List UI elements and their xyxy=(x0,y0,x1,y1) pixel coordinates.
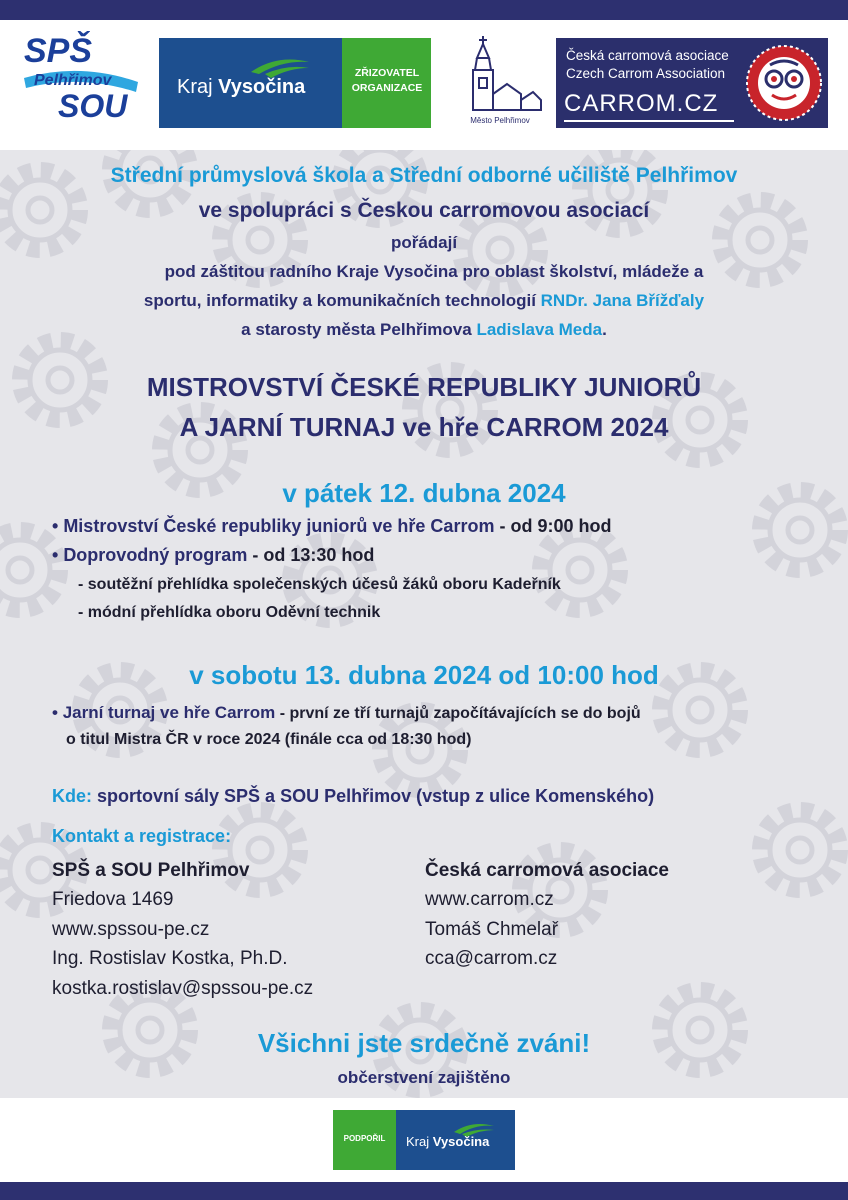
intro-line-mayor: a starosty města Pelhřimova Ladislava Meda. xyxy=(241,320,607,339)
friday-item-championship: • Mistrovství České republiky juniorů ve hře Carrom - od 9:00 hod xyxy=(52,516,612,536)
refreshments-line: občerstvení zajištěno xyxy=(337,1068,511,1087)
kraj-vysocina-logo xyxy=(159,38,431,128)
contact-left-web: www.spssou-pe.cz xyxy=(52,919,210,940)
cca-name-en: Czech Carrom Association xyxy=(566,66,726,81)
zrizovatel-label: ZŘIZOVATEL xyxy=(354,67,420,79)
welcome-line: Všichni jste srdečně zváni! xyxy=(257,1028,591,1058)
mesto-pelhrimov-logo xyxy=(455,34,545,130)
patron-name: RNDr. Jana Břížďaly xyxy=(540,291,705,310)
intro-line-school: Střední průmyslová škola a Střední odborné učiliště Pelhřimov xyxy=(110,164,738,187)
podporil-label: PODPOŘIL xyxy=(343,1134,386,1143)
cca-name-cz: Česká carromová asociace xyxy=(566,48,729,63)
cca-logo xyxy=(556,38,828,128)
contact-left-address: Friedova 1469 xyxy=(52,889,174,910)
intro-line-cooperation: ve spolupráci s Českou carromovou asociací xyxy=(198,199,650,222)
sou-logo-text: SOU xyxy=(58,88,128,124)
contact-right-email: cca@carrom.cz xyxy=(425,948,558,969)
sps-logo-text: SPŠ xyxy=(24,32,93,70)
sps-sou-logo xyxy=(20,32,142,122)
event-title-line2: A JARNÍ TURNAJ ve hře CARROM 2024 xyxy=(179,412,669,442)
contact-right-person: Tomáš Chmelař xyxy=(425,919,559,940)
friday-sub-hairstyles: - soutěžní přehlídka společenských účesů žáků oboru Kadeřník xyxy=(78,576,561,593)
cca-url-logo: CARROM.CZ xyxy=(564,90,719,117)
pelhrimov-logo-text: Pelhřimov xyxy=(34,72,112,89)
contact-left-name: SPŠ a SOU Pelhřimov xyxy=(52,860,250,881)
vysocina-word: Vysočina xyxy=(218,76,306,98)
contact-heading: Kontakt a registrace: xyxy=(52,826,232,846)
saturday-heading: v sobotu 13. dubna 2024 od 10:00 hod xyxy=(189,660,659,690)
mesto-pelhrimov-label: Město Pelhřimov xyxy=(470,116,530,125)
footer-kraj-word: Kraj xyxy=(406,1134,430,1149)
carrom-mascot-icon xyxy=(744,43,824,123)
mayor-name: Ladislava Meda xyxy=(476,320,603,339)
top-bar xyxy=(0,0,848,20)
friday-heading: v pátek 12. dubna 2024 xyxy=(282,478,566,508)
podporil-kraj-vysocina-logo xyxy=(333,1110,515,1170)
friday-sub-fashion: - módní přehlídka oboru Oděvní technik xyxy=(78,604,381,621)
where-line: Kde: sportovní sály SPŠ a SOU Pelhřimov (vstup z ulice Komenského) xyxy=(52,786,655,806)
contact-left-person: Ing. Rostislav Kostka, Ph.D. xyxy=(52,948,288,969)
organizace-label: ORGANIZACE xyxy=(351,82,423,94)
saturday-item-title-line: o titul Mistra ČR v roce 2024 (finále cca od 18:30 hod) xyxy=(66,731,472,748)
church-tower-icon xyxy=(455,34,545,118)
contact-right-web: www.carrom.cz xyxy=(425,889,554,910)
contact-right-name: Česká carromová asociace xyxy=(425,860,669,881)
contact-left-email: kostka.rostislav@spssou-pe.cz xyxy=(52,978,314,999)
intro-line-patronage: pod záštitou radního Kraje Vysočina pro oblast školství, mládeže a xyxy=(164,262,704,281)
intro-line-patron-name: sportu, informatiky a komunikačních technologií RNDr. Jana Břížďaly xyxy=(143,291,705,310)
where-label: Kde: xyxy=(52,786,92,806)
bottom-bar xyxy=(0,1182,848,1200)
kraj-word: Kraj xyxy=(177,76,213,98)
footer-vysocina-word: Vysočina xyxy=(432,1134,490,1149)
intro-line-organize: pořádají xyxy=(390,233,458,252)
friday-item-program: • Doprovodný program - od 13:30 hod xyxy=(52,545,375,565)
saturday-item-tournament: • Jarní turnaj ve hře Carrom - první ze tří turnajů započítávajících se do bojů xyxy=(52,703,641,722)
event-title-line1: MISTROVSTVÍ ČESKÉ REPUBLIKY JUNIORŮ xyxy=(146,372,702,402)
